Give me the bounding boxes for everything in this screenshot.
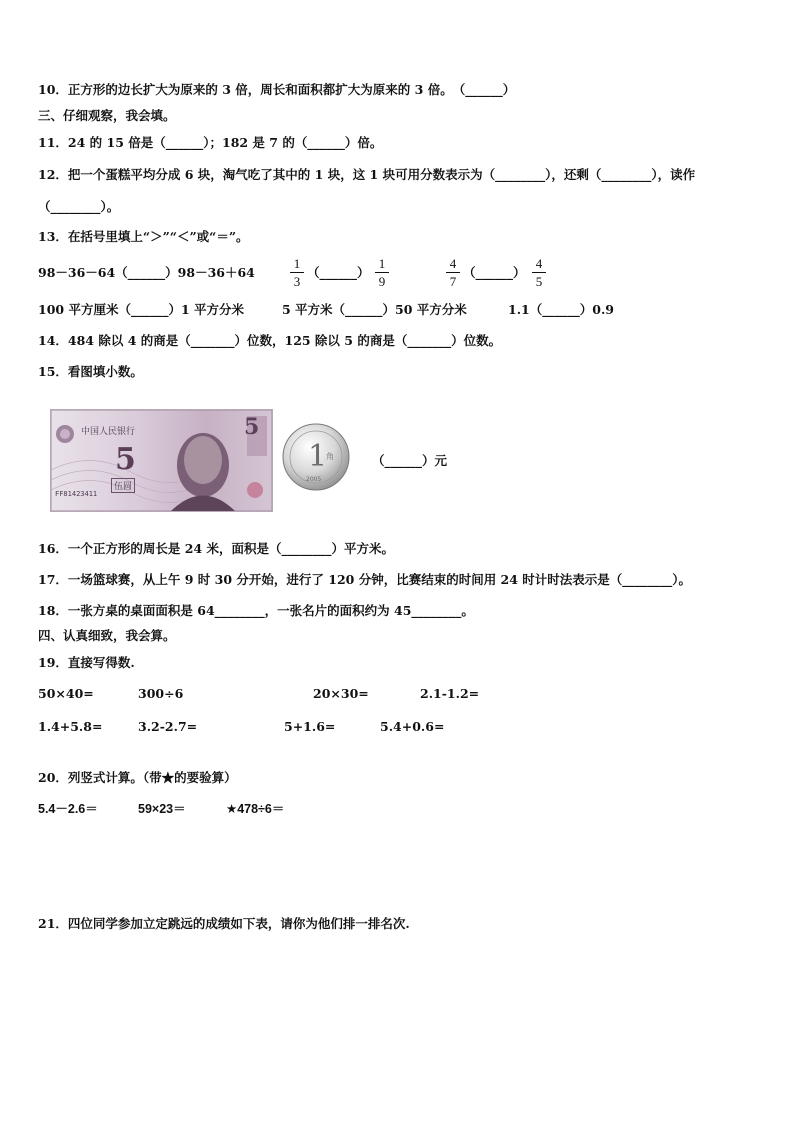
q19-item: 3.2-2.7= xyxy=(138,719,198,734)
q20-item: 59×23＝ xyxy=(138,802,186,816)
banknote-corner-denomination: 5 xyxy=(244,414,260,440)
question-21: 21．四位同学参加立定跳远的成绩如下表，请你为他们排一排名次. xyxy=(38,916,410,931)
fraction-denominator: 3 xyxy=(293,274,301,289)
section-3-heading: 三、仔细观察，我会填。 xyxy=(38,108,176,123)
one-jiao-coin-image xyxy=(282,423,350,491)
question-11: 11．24 的 15 倍是（______）；182 是 7 的（______）倍。 xyxy=(38,135,383,150)
question-17: 17．一场篮球赛，从上午 9 时 30 分开始，进行了 120 分钟，比赛结束的时间用 24 时计时法表示是（________）。 xyxy=(38,572,692,587)
q20-item: ★478÷6＝ xyxy=(226,802,285,816)
question-14: 14．484 除以 4 的商是（_______）位数，125 除以 5 的商是（_______）位数。 xyxy=(38,333,502,348)
banknote-denomination: 5 xyxy=(115,442,136,477)
banknote-denomination-cn: 伍圆 xyxy=(111,478,135,493)
coin-year: 2005 xyxy=(306,476,322,483)
question-10: 10．正方形的边长扩大为原来的 3 倍，周长和面积都扩大为原来的 3 倍。 （______） xyxy=(38,82,516,97)
fraction-denominator: 9 xyxy=(378,274,386,289)
q13-row1-blank-1: （______） xyxy=(307,265,370,280)
coin-value: 1 xyxy=(308,439,328,474)
fraction-numerator: 1 xyxy=(378,256,386,271)
q15-answer-blank: （______）元 xyxy=(372,453,448,468)
question-15: 15．看图填小数。 xyxy=(38,364,143,379)
question-13: 13．在括号里填上“＞”“＜”或“＝”。 xyxy=(38,229,249,244)
fraction-one-ninth xyxy=(375,256,389,289)
q19-item: 5.4+0.6= xyxy=(380,719,445,734)
fraction-four-sevenths xyxy=(446,256,460,289)
fraction-denominator: 7 xyxy=(449,274,457,289)
banknote-serial: FF81423411 xyxy=(55,490,98,498)
q19-item: 5+1.6= xyxy=(284,719,336,734)
q13-row1-blank-2: （______） xyxy=(463,265,526,280)
fraction-numerator: 4 xyxy=(449,256,457,271)
question-12-line1: 12．把一个蛋糕平均分成 6 块，淘气吃了其中的 1 块，这 1 块可用分数表示为（________），还剩（________），读作 xyxy=(38,167,696,182)
q13-row2-item-1: 100 平方厘米（______）1 平方分米 xyxy=(38,302,244,317)
q19-item: 50×40= xyxy=(38,686,94,701)
bank-name: 中国人民银行 xyxy=(81,427,136,437)
question-16: 16．一个正方形的周长是 24 米，面积是（________）平方米。 xyxy=(38,541,394,556)
section-4-heading: 四、认真细致，我会算。 xyxy=(38,628,176,643)
q19-item: 20×30= xyxy=(313,686,369,701)
portrait-shoulders xyxy=(171,496,235,512)
q20-item: 5.4－2.6＝ xyxy=(38,802,98,816)
q19-item: 2.1-1.2= xyxy=(420,686,480,701)
question-18: 18．一张方桌的桌面面积是 64________，一张名片的面积约为 45________。 xyxy=(38,603,474,618)
q13-row1-expression: 98－36－64（______）98－36＋64 xyxy=(38,265,255,280)
fraction-four-fifths xyxy=(532,256,546,289)
q19-item: 1.4+5.8= xyxy=(38,719,103,734)
fraction-numerator: 4 xyxy=(535,256,543,271)
q13-row2-item-2: 5 平方米（______）50 平方分米 xyxy=(282,302,467,317)
question-19: 19．直接写得数. xyxy=(38,655,135,670)
five-yuan-banknote-image xyxy=(50,409,273,512)
q13-row2-item-3: 1.1（______）0.9 xyxy=(508,302,614,317)
question-12-line2: （________）。 xyxy=(38,199,120,214)
fraction-numerator: 1 xyxy=(293,256,301,271)
fraction-one-third xyxy=(290,256,304,289)
question-20: 20．列竖式计算。（带★的要验算） xyxy=(38,770,237,785)
emblem-center xyxy=(60,429,70,439)
fraction-denominator: 5 xyxy=(535,274,543,289)
q19-item: 300÷6 xyxy=(138,686,184,701)
portrait-face xyxy=(184,436,222,484)
coin-unit: 角 xyxy=(326,452,334,461)
